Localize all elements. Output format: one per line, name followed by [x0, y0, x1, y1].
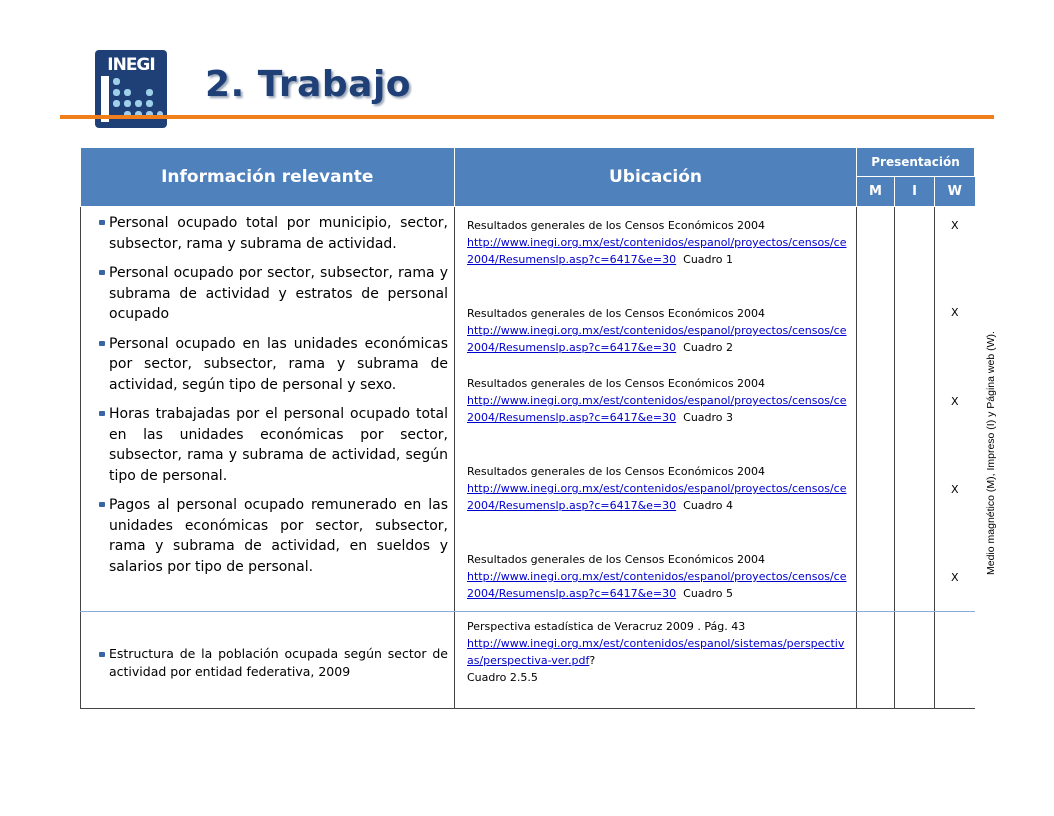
- source-cell: [455, 612, 857, 709]
- source-link[interactable]: http://www.inegi.org.mx/est/contenidos/espanol/proyectos/censos/ce2004/Resumenslp.asp?c=6417&e=30: [467, 482, 847, 512]
- source-title: Resultados generales de los Censos Económicos 2004: [467, 219, 766, 232]
- presentation-i-cell: [895, 207, 935, 612]
- source-table-ref: Cuadro 2: [676, 341, 734, 354]
- list-item: Horas trabajadas por el personal ocupado total en las unidades económicas por sector, subsector, rama y subrama de actividad, según tipo de personal.: [109, 404, 448, 486]
- presentation-w-mark: X: [950, 219, 959, 232]
- source-link[interactable]: http://www.inegi.org.mx/est/contenidos/espanol/proyectos/censos/ce2004/Resumenslp.asp?c=6417&e=30: [467, 394, 847, 424]
- bullet-icon: [99, 220, 105, 225]
- list-item: Pagos al personal ocupado remunerado en las unidades económicas por sector, subsector, rama y subrama de actividad, en sueldos y salarios por tipo de personal.: [109, 495, 448, 577]
- source-link[interactable]: http://www.inegi.org.mx/est/contenidos/espanol/sistemas/perspectivas/perspectiva-ver.pdf: [467, 637, 845, 667]
- info-list: [81, 635, 454, 685]
- source-title: Perspectiva estadística de Veracruz 2009 . Pág. 43: [467, 620, 746, 633]
- presentation-w-mark: X: [950, 395, 959, 408]
- bullet-icon: [99, 652, 105, 657]
- source-title: Resultados generales de los Censos Económicos 2004: [467, 553, 766, 566]
- svg-text:INEGI: INEGI: [107, 55, 155, 75]
- info-list: [81, 207, 454, 590]
- source-link[interactable]: http://www.inegi.org.mx/est/contenidos/espanol/proyectos/censos/ce2004/Resumenslp.asp?c=6417&e=30: [467, 324, 847, 354]
- presentation-w-cell: [935, 612, 975, 709]
- column-header-info: Información relevante: [81, 148, 455, 207]
- presentation-w-cell: [935, 207, 975, 612]
- column-header-presentacion: Presentación: [857, 148, 975, 177]
- bullet-icon: [99, 270, 105, 275]
- column-header-i: I: [895, 177, 935, 207]
- table-row: [81, 207, 975, 612]
- source-entry: [455, 375, 856, 463]
- source-entry: [455, 217, 856, 305]
- list-item: Personal ocupado por sector, subsector, rama y subrama de actividad y estratos de personal ocupado: [109, 263, 448, 325]
- source-entry: [455, 551, 856, 611]
- presentation-w-mark: X: [950, 483, 959, 496]
- source-cell: [455, 207, 857, 612]
- source-table-ref: Cuadro 4: [676, 499, 734, 512]
- presentation-legend: Medio magnético (M), Impreso (I) y Página web (W).: [985, 331, 997, 575]
- list-item: Personal ocupado total por municipio, sector, subsector, rama y subrama de actividad.: [109, 213, 448, 254]
- header-divider: [60, 115, 994, 119]
- source-link-suffix: ?: [589, 654, 596, 667]
- presentation-i-cell: [895, 612, 935, 709]
- page-title: 2. Trabajo: [205, 64, 412, 105]
- source-link[interactable]: http://www.inegi.org.mx/est/contenidos/espanol/proyectos/censos/ce2004/Resumenslp.asp?c=6417&e=30: [467, 236, 847, 266]
- bullet-icon: [99, 502, 105, 507]
- source-table-ref: Cuadro 5: [676, 587, 734, 600]
- source-link[interactable]: http://www.inegi.org.mx/est/contenidos/espanol/proyectos/censos/ce2004/Resumenslp.asp?c=6417&e=30: [467, 570, 847, 600]
- column-header-ubicacion: Ubicación: [455, 148, 857, 207]
- list-item: Estructura de la población ocupada según sector de actividad por entidad federativa, 2009: [109, 645, 448, 681]
- info-cell: [81, 207, 455, 612]
- source-table-ref: Cuadro 3: [676, 411, 734, 424]
- source-title: Resultados generales de los Censos Económicos 2004: [467, 307, 766, 320]
- table-row: [81, 612, 975, 709]
- bullet-icon: [99, 411, 105, 416]
- presentation-m-cell: [857, 612, 895, 709]
- source-table-ref: Cuadro 1: [676, 253, 734, 266]
- source-entry: [455, 463, 856, 551]
- presentation-w-mark: X: [950, 306, 959, 319]
- column-header-w: W: [935, 177, 975, 207]
- info-table: [80, 148, 975, 709]
- source-entry: [455, 305, 856, 375]
- presentation-m-cell: [857, 207, 895, 612]
- list-item: Personal ocupado en las unidades económicas por sector, subsector, rama y subrama de actividad, según tipo de personal y sexo.: [109, 334, 448, 396]
- source-title: Resultados generales de los Censos Económicos 2004: [467, 465, 766, 478]
- source-entry: [455, 612, 856, 692]
- info-cell: [81, 612, 455, 709]
- source-title: Resultados generales de los Censos Económicos 2004: [467, 377, 766, 390]
- presentation-w-mark: X: [950, 571, 959, 584]
- column-header-m: M: [857, 177, 895, 207]
- bullet-icon: [99, 341, 105, 346]
- source-table-ref: Cuadro 2.5.5: [467, 671, 538, 684]
